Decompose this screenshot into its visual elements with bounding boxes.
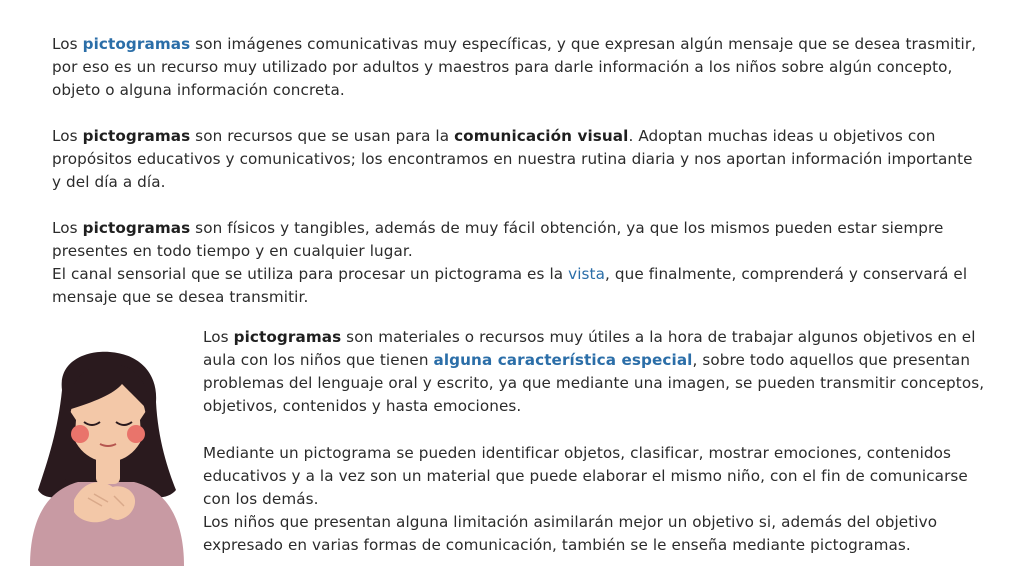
text: Los <box>52 127 83 145</box>
text: El canal sensorial que se utiliza para procesar un pictograma es la <box>52 265 569 283</box>
text: , que finalmente, comprenderá y conservará el mensaje que se desea transmitir. <box>52 265 968 306</box>
text: son recursos que se usan para la <box>190 127 455 145</box>
bold-comunicacion-visual: comunicación visual <box>454 127 629 145</box>
text: son físicos y tangibles, además de muy fácil obtención, ya que los mismos pueden estar siempre presentes en todo tiempo y en cualquier lugar. <box>52 219 944 260</box>
paragraph-pictogram-definition <box>52 33 982 102</box>
paragraph-physical-tangible <box>52 217 982 263</box>
highlight-vista: vista <box>568 265 605 283</box>
text: Mediante un pictograma se pueden identificar objetos, clasificar, mostrar emociones, contenidos educativos y a la vez son un material que puede elaborar el mismo niño, con el fin de comunicarse con los demás. <box>203 444 968 508</box>
paragraph-sensory-channel <box>52 263 982 309</box>
bold-pictogramas: pictogramas <box>82 127 191 145</box>
woman-hands-on-heart-icon <box>18 350 194 566</box>
paragraph-visual-communication <box>52 125 982 194</box>
bold-pictogramas: pictogramas <box>82 219 191 237</box>
text: , sobre todo aquellos que presentan problemas del lenguaje oral y escrito, ya que mediante una imagen, se pueden transmitir conceptos, objetivos, contenidos y hasta emociones. <box>203 351 985 415</box>
highlight-pictogramas: pictogramas <box>82 35 191 53</box>
paragraph-limitations <box>203 511 993 557</box>
text: son imágenes comunicativas muy específicas, y que expresan algún mensaje que se desea trasmitir, por eso es un recurso muy utilizado por adultos y maestros para darle información a los niños sobre algún concepto, objeto o alguna información concreta. <box>52 35 977 99</box>
text: Los <box>52 35 83 53</box>
highlight-caracteristica-especial: alguna característica especial <box>433 351 693 369</box>
text: Los <box>203 328 234 346</box>
text: Los niños que presentan alguna limitación asimilarán mejor un objetivo si, además del objetivo expresado en varias formas de comunicación, también se le enseña mediante pictogramas. <box>203 513 938 554</box>
text: . Adoptan muchas ideas u objetivos con propósitos educativos y comunicativos; los encontramos en nuestra rutina diaria y nos aportan información importante y del día a día. <box>52 127 973 191</box>
text: son materiales o recursos muy útiles a la hora de trabajar algunos objetivos en el aula con los niños que tienen <box>203 328 976 369</box>
text: Los <box>52 219 83 237</box>
paragraph-useful-materials <box>203 326 993 418</box>
paragraph-identify-objects <box>203 442 993 511</box>
bold-pictogramas: pictogramas <box>233 328 342 346</box>
